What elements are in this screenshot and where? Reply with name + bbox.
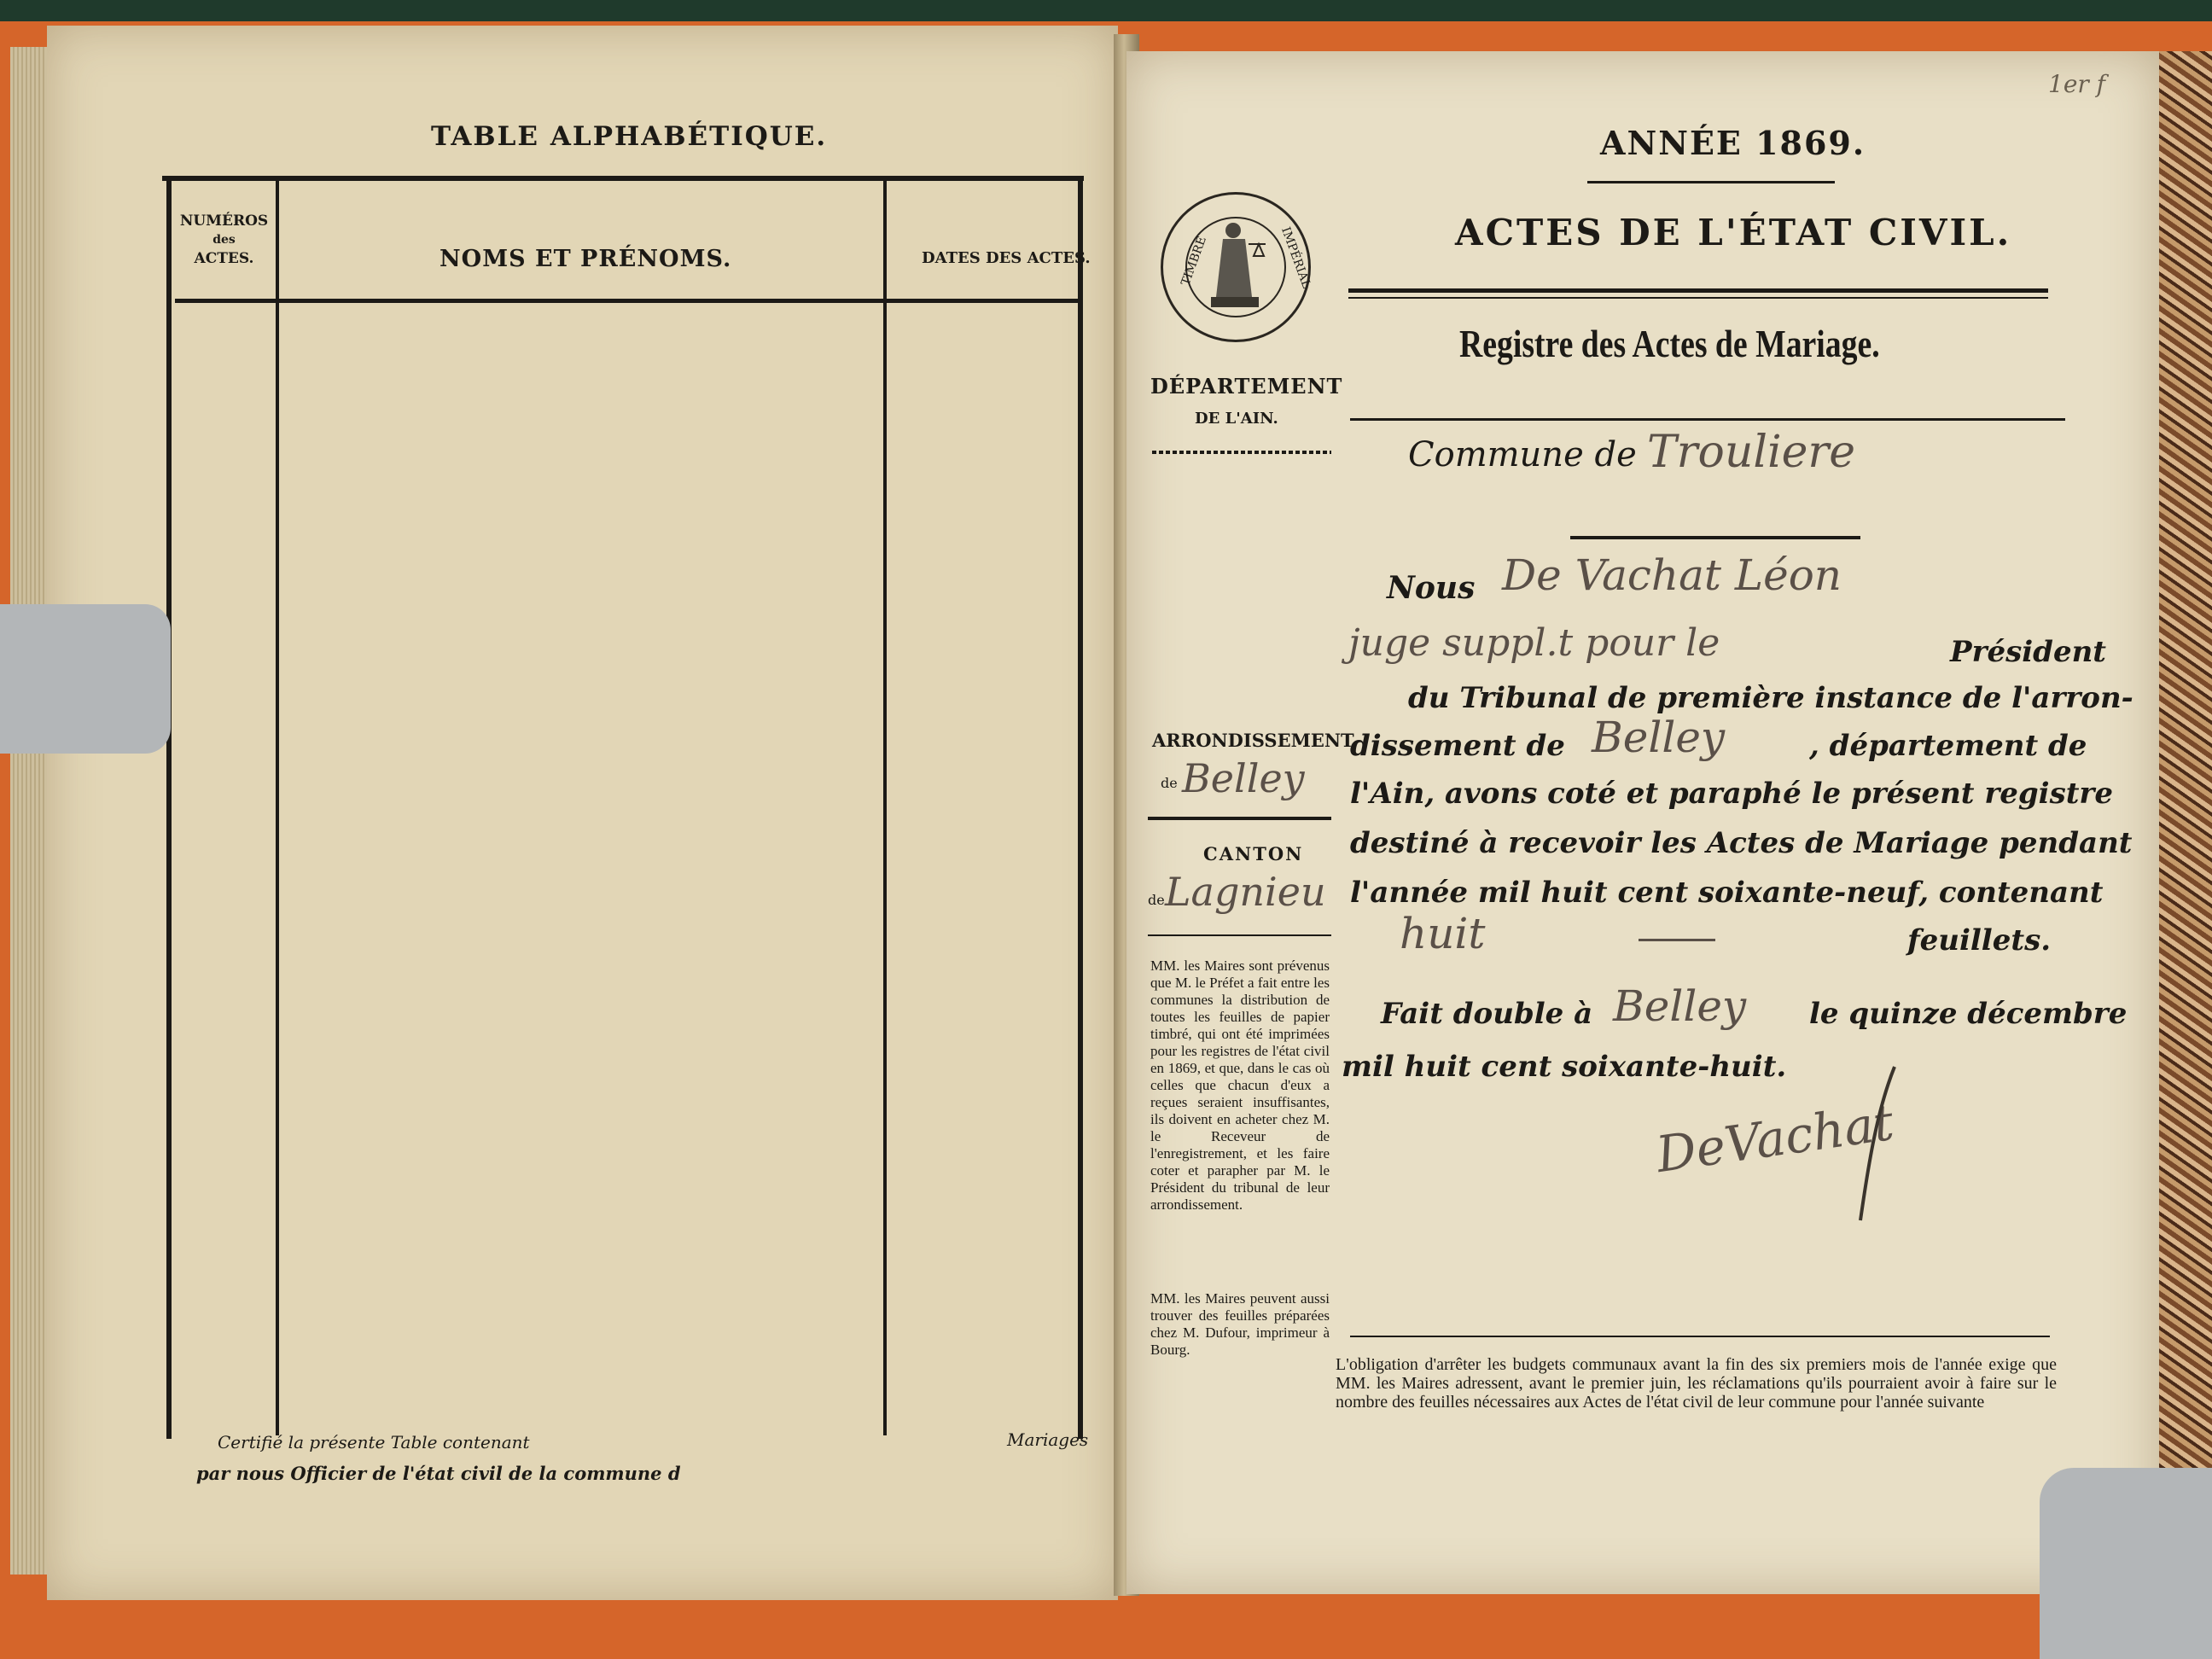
footer-mariages: Mariages	[1007, 1429, 1089, 1450]
table-right-border	[1078, 176, 1083, 1439]
table-col-divider-2	[883, 181, 887, 1435]
binder-clip-right	[2040, 1468, 2212, 1659]
commune-label: Commune de	[1408, 435, 1637, 474]
arr-rule	[1148, 817, 1331, 820]
col-numeros-header: NUMÉROS des ACTES.	[179, 212, 269, 267]
bottom-note: L'obligation d'arrêter les budgets communaux avant la fin des six premiers mois de l'année exige que MM. les Maires adressent, avant le premier juin, les réclamations qu'ils pourraient avoir à faire sur le nombre des feuilles nécessaires aux Actes de l'état civil de leur commune pour l'année suivante	[1336, 1355, 2057, 1412]
stamp-timbre: TIMBRE	[1179, 234, 1209, 288]
corner-mark: 1er f	[2048, 70, 2106, 98]
quinze-decembre-label: le quinze décembre	[1809, 997, 2128, 1031]
table-header-rule	[175, 299, 1080, 303]
table-col-divider-1	[276, 181, 279, 1435]
actes-heading: ACTES DE L'ÉTAT CIVIL.	[1455, 212, 2012, 253]
footer-officier: par nous Officier de l'état civil de la commune d	[196, 1463, 681, 1484]
signature-flourish-icon	[1843, 1058, 2014, 1229]
text-line-2a: dissement de	[1350, 729, 1565, 763]
imperial-stamp	[1161, 192, 1311, 342]
right-page	[1126, 51, 2159, 1594]
actes-rule-2	[1348, 297, 2048, 299]
commune-handwritten: Trouliere	[1647, 427, 1856, 478]
annee-ornament	[1587, 181, 1835, 183]
table-top-rule	[162, 176, 1084, 181]
table-title: TABLE ALPHABÉTIQUE.	[431, 121, 828, 152]
annee-heading: ANNÉE 1869.	[1600, 124, 1866, 162]
huit-dash	[1639, 939, 1715, 941]
footer-certifie: Certifié la présente Table contenant	[218, 1432, 530, 1452]
text-line-2b: , département de	[1809, 729, 2087, 763]
signature-handwritten: DeVachat	[1652, 1092, 1898, 1185]
arr-handwritten: Belley	[1182, 755, 1305, 801]
canton-handwritten: Lagnieu	[1165, 869, 1326, 915]
arr-de-label: de	[1161, 775, 1178, 791]
fait-double-label: Fait double à	[1381, 997, 1593, 1031]
bottom-rule	[1350, 1336, 2050, 1337]
departement-label: DÉPARTEMENT	[1150, 374, 1343, 399]
stamp-imperial: IMPÉRIAL	[1278, 225, 1313, 290]
text-line-5: l'année mil huit cent soixante-neuf, contenant	[1350, 876, 2104, 910]
text-line-1: du Tribunal de première instance de l'arron-	[1408, 681, 2133, 715]
juge-handwritten: juge suppl.t pour le	[1348, 621, 1720, 665]
note-dufour: MM. les Maires peuvent aussi trouver des feuilles préparées chez M. Dufour, imprimeur à Bourg.	[1150, 1290, 1330, 1358]
president-label: Président	[1950, 635, 2106, 669]
commune-ornament	[1570, 536, 1860, 539]
text-line-4: destiné à recevoir les Actes de Mariage pendant	[1350, 826, 2133, 860]
arrondissement-label: ARRONDISSEMENT	[1152, 730, 1354, 751]
note-prefet: MM. les Maires sont prévenus que M. le Préfet a fait entre les communes la distribution de toutes les feuilles de papier timbré, qui ont été imprimées pour les registres de l'état civil en 1869, et que, dans le cas où celles que chacun d'eux a reçues seraient insuffisantes, ils doivent en acheter chez M. le Receveur de l'enregistrement, et les faire coter et parapher par M. le Président du tribunal de leur arrondissement.	[1150, 958, 1330, 1213]
nous-handwritten: De Vachat Léon	[1502, 550, 1842, 600]
table-left-border	[166, 176, 172, 1439]
de-lain-label: DE L'AIN.	[1195, 410, 1278, 428]
left-page	[47, 26, 1118, 1600]
binder-clip-left	[0, 604, 171, 754]
col-dates-header: DATES DES ACTES.	[922, 249, 1091, 267]
text-line-3: l'Ain, avons coté et paraphé le présent registre	[1350, 777, 2113, 811]
nous-label: Nous	[1387, 570, 1476, 606]
registre-rule	[1350, 418, 2065, 421]
huit-handwritten: huit	[1400, 909, 1486, 958]
canton-de-label: de	[1148, 892, 1165, 908]
canton-rule	[1148, 934, 1331, 936]
belley-handwritten-2: Belley	[1613, 981, 1747, 1031]
canton-label: CANTON	[1203, 843, 1304, 864]
registre-heading: Registre des Actes de Mariage.	[1459, 322, 1880, 365]
belley-handwritten: Belley	[1592, 713, 1726, 762]
feuillets-label: feuillets.	[1907, 923, 2052, 958]
col-noms-header: NOMS ET PRÉNOMS.	[439, 246, 732, 272]
actes-rule-1	[1348, 288, 2048, 293]
dotted-divider	[1152, 451, 1331, 454]
text-line-8: mil huit cent soixante-huit.	[1342, 1050, 1787, 1084]
